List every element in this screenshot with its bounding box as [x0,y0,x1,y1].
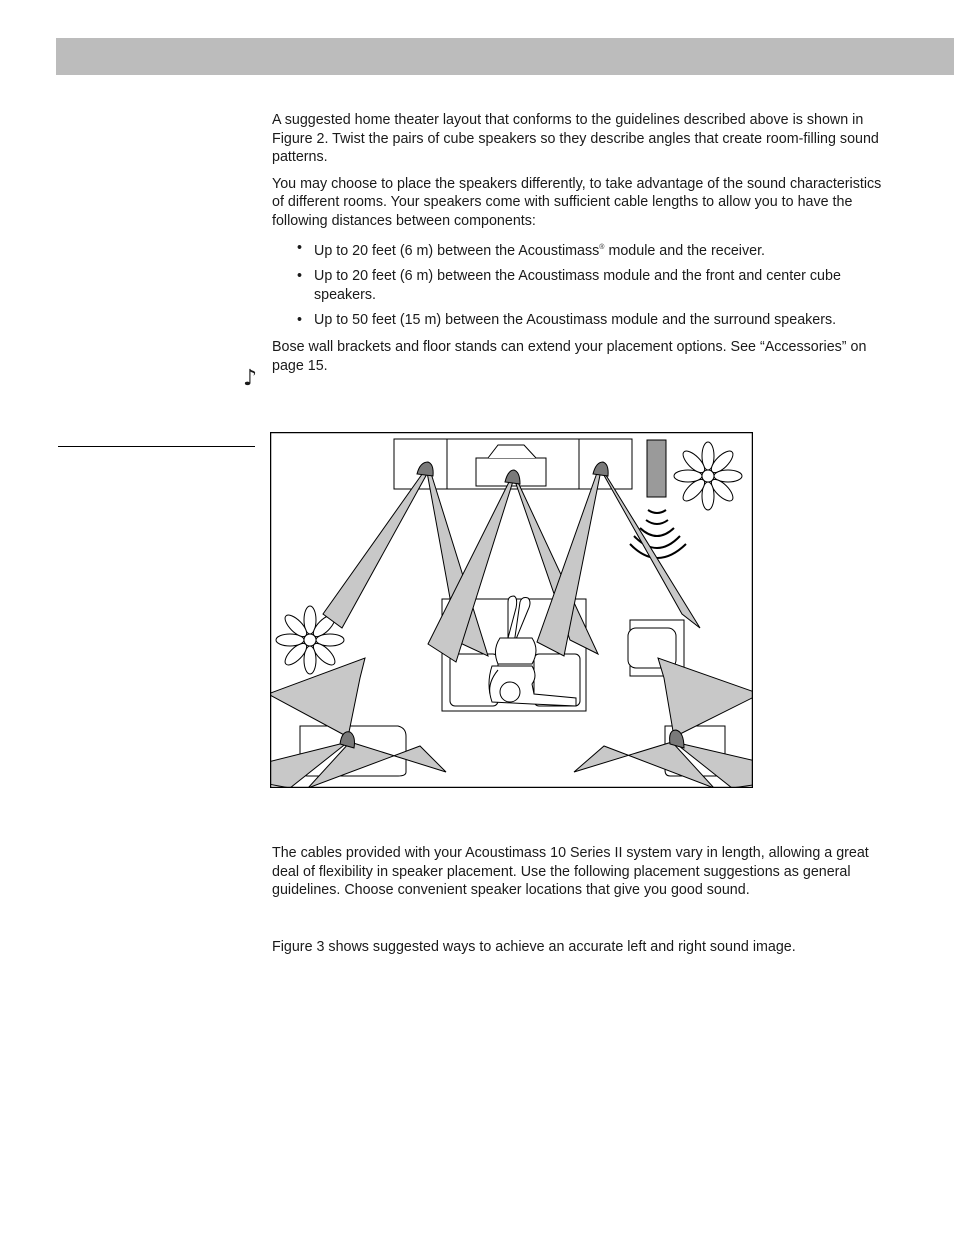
list-item: • Up to 20 feet (6 m) between the Acoustimass® module and the receiver. [297,239,766,259]
intro-section [272,111,892,383]
list-item: • Up to 50 feet (15 m) between the Acoustimass module and the surround speakers. [297,312,837,329]
plant-right [674,442,742,510]
bullet-icon: • [297,312,303,329]
distance-list [272,239,892,330]
header-bar [56,38,954,75]
list-item: • Up to 20 feet (6 m) between the Acoustimass module and the front and center cube speakers. [297,268,841,303]
bullet-icon: • [297,239,303,256]
acoustimass-module [630,440,686,558]
intro-paragraph-3: Bose wall brackets and floor stands can extend your placement options. See “Accessories” on page 15. [272,338,867,374]
sidebar-divider [58,446,255,447]
sound-beam [658,658,753,737]
sound-beam [270,658,365,737]
intro-paragraph-1: A suggested home theater layout that conforms to the guidelines described above is shown in Figure 2. Twist the pairs of cube speakers so they describe angles that create room-filling sound patterns. [272,112,879,166]
cables-paragraph: The cables provided with your Acoustimass 10 Series II system vary in length, allowing a great deal of flexibility in speaker placement. Use the following placement suggestions as general guidelines. Choose convenient speaker locations that give you good sound. [272,845,869,899]
intro-paragraph-2: You may choose to place the speakers differently, to take advantage of the sound characteristics of different rooms. Your speakers come with sufficient cable lengths to allow you to have the following distances between components: [272,175,882,229]
sound-beam [323,470,428,628]
figure3-paragraph: Figure 3 shows suggested ways to achieve an accurate left and right sound image. [272,939,796,955]
room-layout-diagram [270,432,753,788]
music-note-icon: ♪ [243,366,258,391]
bullet-icon: • [297,268,303,285]
